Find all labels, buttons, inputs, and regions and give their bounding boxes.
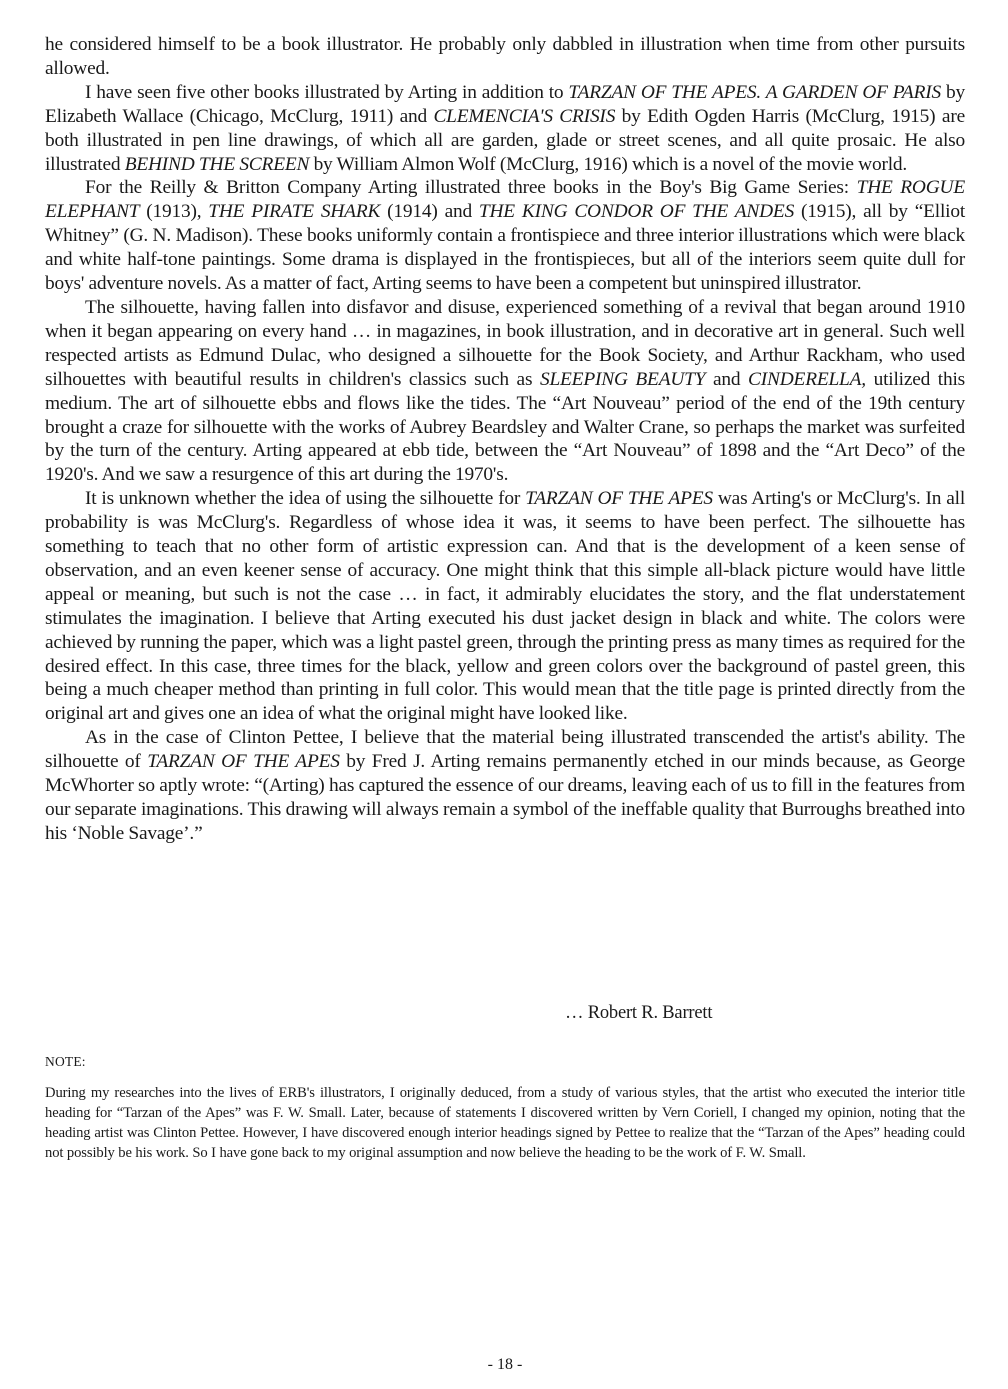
book-title: CLEMENCIA'S CRISIS xyxy=(433,105,616,127)
paragraph-text: The silhouette, having fallen into disfavor and disuse, experienced something of a revival that began around 1910 when it began appearing on every hand … in magazines, in book illustration, and in decorative art in general. Such well respected artists as Edmund Dulac, who designed a silhouette for the Book Society, and Arthur Rackham, who used silhouettes with beautiful results in children's classics such as xyxy=(45,296,965,390)
paragraph-text: and xyxy=(705,368,749,390)
author-signature: … Robert R. Barrett xyxy=(565,1003,713,1023)
paragraph-text: was Arting's or McClurg's. In all probability is was McClurg's. Regardless of whose idea it was, it seems to have been perfect. The silhouette has something to teach that no other form of artistic expression can. And that is the development of a keen sense of observation, and an even keener sense of accuracy. One might think that this simple all-black picture would have little appeal or meaning, but such is not the case … in fact, it admirably elucidates the story, and the flat understatement stimulates the imagination. I believe that Arting executed his dust jacket design in black and white. The colors were achieved by running the paper, which was a light pastel green, through the printing press as many times as required for the desired effect. In this case, three times for the black, yellow and green colors over the background of pastel green, this being a much cheaper method than printing in full color. This would mean that the title page is printed directly from the original art and gives one an idea of what the original might have looked like. xyxy=(45,488,966,725)
paragraph xyxy=(45,296,965,487)
note-heading: NOTE: xyxy=(45,1054,86,1069)
page-number: - 18 - xyxy=(487,1356,523,1373)
paragraph-text: As in the case of Clinton Pettee, I believe that the material being illustrated transcended the artist's ability. The silhouette of xyxy=(45,727,965,773)
article-body xyxy=(45,33,965,846)
paragraph-text: by William Almon Wolf (McClurg, 1916) which is a novel of the movie world. xyxy=(309,153,908,175)
book-title: TARZAN OF THE APES xyxy=(525,488,713,510)
book-title: CINDERELLA, xyxy=(748,368,866,390)
note-text: During my researches into the lives of ERB's illustrators, I originally deduced, from a study of various styles, that the artist who executed the interior title heading for “Tarzan of the Apes” was F. W. Small. Later, because of statements I discovered written by Vern Coriell, I changed my opinion, noting that the heading artist was Clinton Pettee. However, I have discovered enough interior headings signed by Pettee to realize that the “Tarzan of the Apes” heading could not possibly be his work. So I have gone back to my original assumption and now believe the heading to be the work of F. W. Small. xyxy=(45,1085,965,1161)
book-title: TARZAN OF THE APES. A GARDEN OF PARIS xyxy=(568,81,941,103)
paragraph xyxy=(45,726,965,846)
paragraph xyxy=(45,33,965,81)
book-title: BEHIND THE SCREEN xyxy=(124,153,310,175)
paragraph-text: I have seen five other books illustrated by Arting in addition to xyxy=(85,81,569,103)
book-title: THE KING CONDOR OF THE ANDES xyxy=(478,201,795,223)
book-title: THE ROGUE ELEPHANT xyxy=(45,177,965,223)
paragraph-text: For the Reilly & Britton Company Arting illustrated three books in the Boy's Big Game Series: xyxy=(85,177,857,199)
book-title: THE PIRATE SHARK xyxy=(208,201,381,223)
paragraph-text: (1913), xyxy=(139,201,209,223)
paragraph xyxy=(45,176,965,296)
book-title: TARZAN OF THE APES xyxy=(147,751,340,773)
book-title: SLEEPING BEAUTY xyxy=(539,368,706,390)
paragraph-text: (1914) and xyxy=(380,201,479,223)
paragraph-text: utilized this medium. The art of silhouette ebbs and flows like the tides. The “Art Nouveau” period of the end of the 19th century brought a craze for silhouette with the works of Aubrey Beardsley and Walter Crane, so perhaps the market was surfeited by the turn of the century. Arting appeared at ebb tide, between the “Art Nouveau” of 1898 and the “Art Deco” of the 1920's. And we saw a resurgence of this art during the 1970's. xyxy=(45,368,965,486)
paragraph-text: (1915), all by “Elliot Whitney” (G. N. Madison). These books uniformly contain a frontispiece and three interior illustrations which were black and white half-tone paintings. Some drama is displayed in the frontispieces, but all of the interiors seem quite dull for boys' adventure novels. As a matter of fact, Arting seems to have been a competent but uninspired illustrator. xyxy=(45,201,966,295)
paragraph-text: by Edith Ogden Harris (McClurg, 1915) are both illustrated in pen line drawings, of which all are garden, glade or street scenes, and all quite prosaic. He also illustrated xyxy=(45,105,965,175)
paragraph-text: by Elizabeth Wallace (Chicago, McClurg, 1911) and xyxy=(45,81,965,127)
paragraph xyxy=(45,81,965,177)
paragraph-text: he considered himself to be a book illustrator. He probably only dabbled in illustration when time from other pursuits allowed. xyxy=(45,34,965,79)
paragraph-text: by Fred J. Arting remains permanently etched in our minds because, as George McWhorter so aptly wrote: “(Arting) has captured the essence of our dreams, leaving each of us to fill in the features from our separate imaginations. This drawing will always remain a symbol of the ineffable quality that Burroughs breathed into his ‘Noble Savage’.” xyxy=(45,751,965,844)
paragraph xyxy=(45,487,965,726)
paragraph-text: It is unknown whether the idea of using the silhouette for xyxy=(85,488,526,510)
